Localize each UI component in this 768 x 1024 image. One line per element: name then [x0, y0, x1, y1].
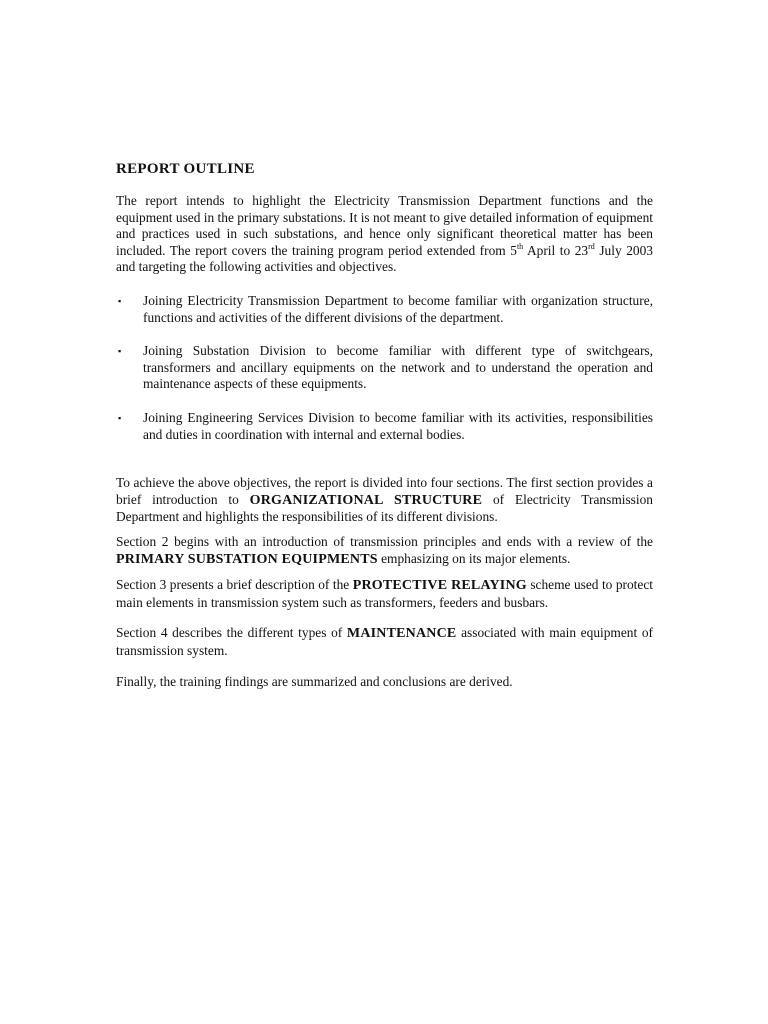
list-item [116, 410, 653, 443]
conclusion-paragraph: Finally, the training findings are summarized and conclusions are derived. [116, 674, 513, 690]
section-3-text-after: scheme used to protect main elements in transmission system such as transformers, feeders and busbars. [116, 577, 654, 610]
section-2-keyword: PRIMARY SUBSTATION EQUIPMENTS [116, 551, 378, 567]
document-page [116, 158, 653, 700]
section-2-text-after: emphasizing on its major elements. [377, 550, 571, 566]
section-4-keyword: MAINTENANCE [346, 626, 457, 642]
section-3-paragraph [116, 577, 653, 611]
section-1-paragraph [116, 475, 653, 526]
section-1-text-after: of Electricity Transmission Department and highlights the responsibilities of its different divisions. [116, 491, 653, 525]
section-1-text-before: To achieve the above objectives, the report is divided into four sections. The first section provides a brief introduction to [116, 475, 653, 507]
intro-sup-th: th [516, 241, 524, 251]
section-4-paragraph [116, 625, 653, 659]
section-4-text-before: Section 4 describes the different types of [116, 625, 347, 641]
sections-overview [116, 475, 653, 691]
bullet-icon: ▪ [118, 346, 122, 357]
objectives-list [116, 293, 653, 443]
list-item [116, 293, 653, 326]
intro-sup-rd: rd [588, 241, 595, 251]
list-item [116, 343, 653, 393]
bullet-icon: ▪ [118, 295, 122, 306]
bullet-icon: ▪ [118, 412, 122, 423]
section-3-text-before: Section 3 presents a brief description of the [116, 577, 353, 593]
list-item-text: Joining Substation Division to become familiar with different type of switchgears, transformers and ancillary equipments on the network and to understand the operation and maintenance aspects of these equipments. [143, 343, 653, 392]
intro-text-3: July 2003 and targeting the following activities and objectives. [116, 242, 653, 275]
page-title: REPORT OUTLINE [116, 161, 255, 177]
section-4-text-after: associated with main equipment of transmission system. [116, 625, 654, 658]
intro-paragraph [116, 193, 653, 276]
section-2-paragraph [116, 534, 653, 568]
intro-text-2: April to 23 [523, 242, 589, 258]
section-3-keyword: PROTECTIVE RELAYING [352, 578, 527, 594]
intro-text-1: The report intends to highlight the Electricity Transmission Department functions and the equipment used in the primary substations. It is not meant to give detailed information of equipment and practices used in such substations, and hence only significant theoretical matter has been included. The report covers the training program period extended from 5 [116, 193, 654, 258]
section-1-keyword: ORGANIZATIONAL STRUCTURE [249, 492, 483, 508]
list-item-text: Joining Engineering Services Division to become familiar with its activities, responsibilities and duties in coordination with internal and external bodies. [143, 409, 653, 442]
list-item-text: Joining Electricity Transmission Department to become familiar with organization structure, functions and activities of the different divisions of the department. [143, 292, 653, 325]
section-2-text-before: Section 2 begins with an introduction of transmission principles and ends with a review of the [116, 533, 653, 549]
